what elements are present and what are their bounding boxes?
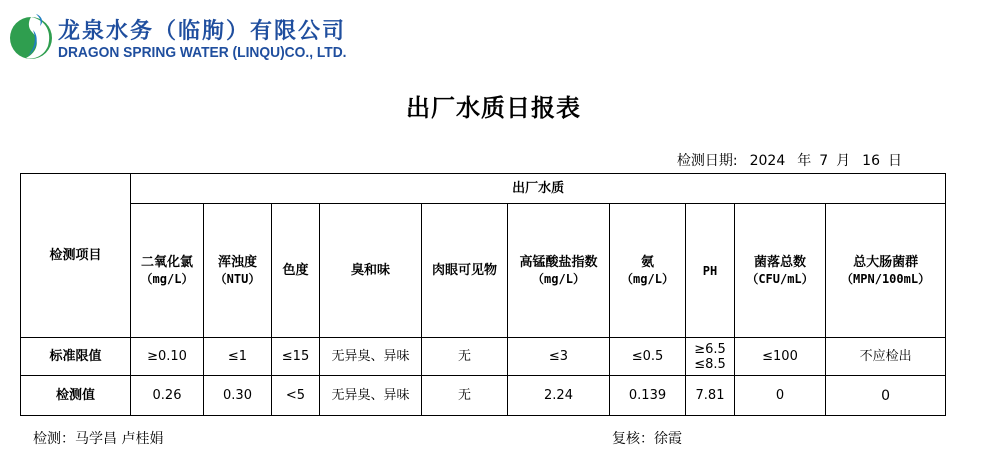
col-name: 浑浊度 [217,254,257,270]
value-cell: 0 [826,376,946,416]
col-name: 肉眼可见物 [431,262,497,278]
reviewer-signature [612,428,682,448]
value-cell: 0.30 [204,376,272,416]
item-header: 检测项目 [21,174,131,338]
col-header-coliform [826,204,946,338]
company-name-cn: 龙泉水务（临朐）有限公司 [58,18,347,44]
col-name: 色度 [282,262,309,278]
col-header-visible-matter [422,204,508,338]
limit-cell: ≤100 [735,338,826,376]
tester-names: 马学昌 卢桂娟 [75,431,164,447]
col-header-chlorine-dioxide [131,204,204,338]
table-row-limits [21,338,946,376]
limit-cell: ≥0.10 [131,338,204,376]
value-cell: 2.24 [508,376,610,416]
limit-cell: 无 [422,338,508,376]
date-label: 检测日期: [676,153,738,169]
col-unit: （mg/L） [532,271,585,286]
col-unit: （NTU） [214,271,261,286]
col-header-turbidity [204,204,272,338]
date-day: 16 [862,153,880,169]
col-name: 二氧化氯 [140,254,193,270]
report-date [671,150,902,170]
col-header-permanganate [508,204,610,338]
col-name: 氨 [640,254,654,270]
value-cell: 0.26 [131,376,204,416]
col-name: 臭和味 [350,262,390,278]
row-label-values: 检测值 [21,376,131,416]
limit-cell: ≤3 [508,338,610,376]
reviewer-label: 复核： [612,431,654,447]
date-day-unit: 日 [888,153,902,169]
col-name: 高锰酸盐指数 [519,254,598,270]
value-cell: 7.81 [686,376,735,416]
limit-cell: 无异臭、异味 [320,338,422,376]
limit-cell: ≤15 [272,338,320,376]
limit-cell: ≤0.5 [610,338,686,376]
date-month: 7 [819,153,829,169]
value-cell: 无 [422,376,508,416]
col-name: 总大肠菌群 [853,254,919,270]
limit-cell: ≤1 [204,338,272,376]
col-header-ph [686,204,735,338]
col-unit: （mg/L） [140,271,194,286]
company-name-en: DRAGON SPRING WATER (LINQU)CO., LTD. [58,44,347,61]
limit-cell: 不应检出 [826,338,946,376]
date-year: 2024 [749,153,786,169]
col-name: PH [702,263,718,278]
value-cell: 0.139 [610,376,686,416]
report-title: 出厂水质日报表 [406,93,581,122]
limit-cell: ≥6.5 ≤8.5 [686,338,735,376]
col-header-colony-count [735,204,826,338]
value-cell: 0 [735,376,826,416]
tester-signature [33,428,163,448]
table-row-values [21,376,946,416]
tester-label: 检测： [33,431,75,447]
col-header-odor [320,204,422,338]
col-unit: （mg/L） [621,271,674,286]
col-header-ammonia [610,204,686,338]
value-cell: <5 [272,376,320,416]
value-cell: 无异臭、异味 [320,376,422,416]
group-header: 出厂水质 [131,174,946,204]
date-month-unit: 月 [836,153,851,169]
col-unit: （MPN/100mL） [841,271,931,286]
company-logo-icon [6,10,56,62]
col-header-color [272,204,320,338]
reviewer-name: 徐霞 [654,431,682,447]
col-name: 菌落总数 [753,254,806,270]
water-quality-table [20,173,946,416]
col-unit: （CFU/mL） [746,271,814,286]
row-label-limits: 标准限值 [21,338,131,376]
date-year-unit: 年 [797,153,812,169]
